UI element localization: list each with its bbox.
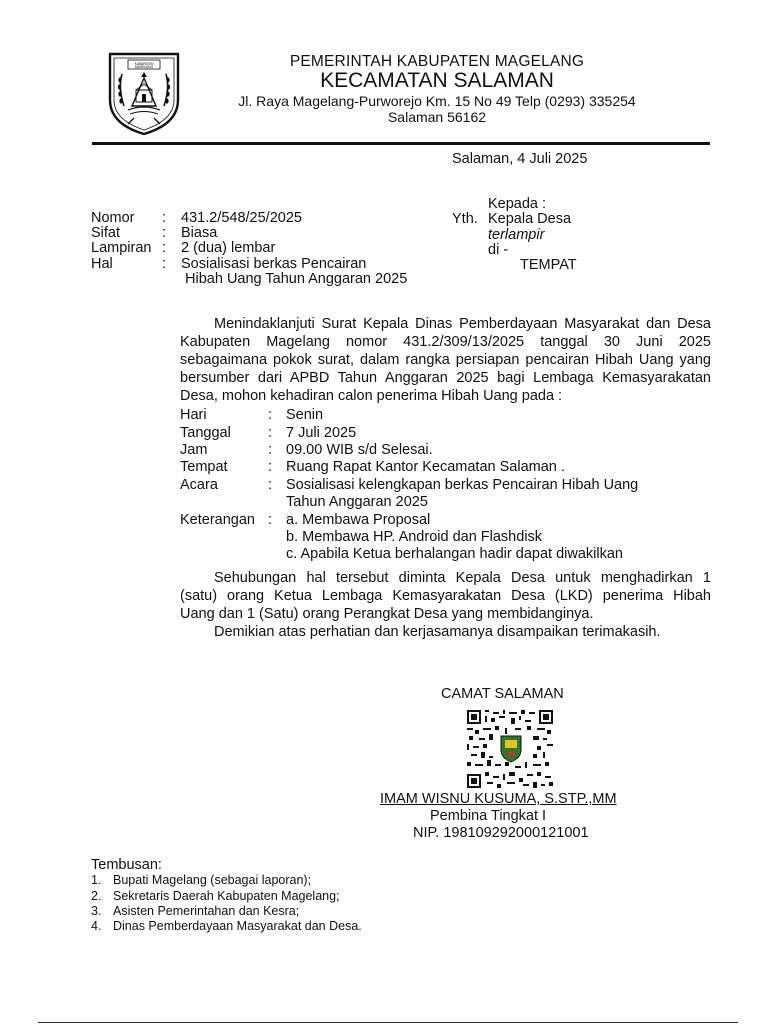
detail-value: Ruang Rapat Kantor Kecamatan Salaman . [286,459,565,475]
detail-value: b. Membawa HP. Android dan Flashdisk [286,529,543,545]
recipient-di: di - [488,242,509,258]
detail-value: Tahun Anggaran 2025 [286,494,428,510]
letterhead-office: KECAMATAN SALAMAN [320,69,554,92]
signature-qr-code [467,710,553,788]
cc-item-text: Sekretaris Daerah Kabupaten Magelang; [113,889,340,903]
cc-item [91,919,362,933]
meta-label: Hal [91,256,113,272]
logo-text: KABUPATEN [134,61,154,66]
letterhead-government: PEMERINTAH KABUPATEN MAGELANG [289,53,585,70]
body-paragraph-2 [180,569,711,641]
body-line: Demikian atas perhatian dan kerjasamanya disampaikan terimakasih. [214,624,661,640]
meta-colon: : [162,210,167,226]
body-line: Uang dan 1 (Satu) orang Perangkat Desa yang membidanginya. [180,606,594,622]
meta-value: Hibah Uang Tahun Anggaran 2025 [181,271,408,287]
meta-value: Sosialisasi berkas Pencairan [181,256,367,272]
meta-colon: : [162,240,167,256]
cc-heading: Tembusan: [91,857,162,873]
meta-label: Sifat [91,225,121,241]
svg-text:MAGELANG: MAGELANG [134,65,154,70]
signatory-name: IMAM WISNU KUSUMA, S.STP.,MM [380,791,617,807]
detail-value: a. Membawa Proposal [286,512,431,528]
cc-item-number: 1. [91,873,102,887]
body-paragraph-1 [180,315,711,405]
meta-value: Biasa [181,225,218,241]
body-line: Menindaklanjuti Surat Kepala Dinas Pemberdayaan Masyarakat dan Desa [214,316,711,332]
page-bottom-rule [38,1022,738,1023]
recipient-yth: Yth. [452,211,478,227]
meta-value: 431.2/548/25/2025 [181,210,302,226]
detail-colon: : [268,407,273,423]
detail-label: Acara [180,477,218,493]
header-divider [92,142,710,145]
cc-item-number: 4. [91,919,102,933]
meta-label: Lampiran [91,240,152,256]
cc-item [91,873,311,887]
body-line: Desa, mohon kehadiran calon penerima Hibah Uang pada : [180,388,563,404]
letterhead-address: Jl. Raya Magelang-Purworejo Km. 15 No 49 Telp (0293) 335254 [238,93,636,109]
body-line: bersumber dari APBD Tahun Anggaran 2025 bagi Lembaga Kemasyarakatan [180,370,711,386]
recipient-tempat: TEMPAT [520,257,577,273]
signatory-rank: Pembina Tingkat I [430,808,547,824]
cc-item-text: Dinas Pemberdayaan Masyarakat dan Desa. [113,919,362,933]
detail-colon: : [268,425,273,441]
cc-item-number: 3. [91,904,102,918]
detail-value: c. Apabila Ketua berhalangan hadir dapat diwakilkan [286,546,623,562]
detail-colon: : [268,459,273,475]
detail-label: Tempat [180,459,228,475]
detail-label: Tanggal [180,425,231,441]
detail-colon: : [268,442,273,458]
recipient-name: Kepala Desa [488,211,572,227]
detail-label: Jam [180,442,208,458]
body-line: Kabupaten Magelang nomor 431.2/309/13/2025 tanggal 30 Juni 2025 [180,334,711,350]
signatory-title: CAMAT SALAMAN [441,686,564,702]
cc-item [91,889,340,903]
detail-value: Senin [286,407,324,423]
cc-item-text: Bupati Magelang (sebagai laporan); [113,873,312,887]
recipient-terlampir: terlampir [488,227,545,243]
cc-item-number: 2. [91,889,102,903]
recipient-kepada: Kepada : [488,196,547,212]
detail-colon: : [268,477,273,493]
body-line: sebagaimana pokok surat, dalam rangka persiapan pencairan Hibah Uang yang [180,352,711,368]
letterhead-postal: Salaman 56162 [387,109,487,125]
meta-value: 2 (dua) lembar [181,240,276,256]
cc-item [91,904,299,918]
meta-colon: : [162,256,167,272]
meta-label: Nomor [91,210,135,226]
letter-date: Salaman, 4 Juli 2025 [452,151,588,167]
body-line: Sehubungan hal tersebut diminta Kepala Desa untuk menghadirkan 1 [214,570,711,586]
detail-value: 7 Juli 2025 [286,425,357,441]
meta-colon: : [162,225,167,241]
signatory-nip: NIP. 198109292000121001 [413,825,589,841]
detail-label: Hari [180,407,207,423]
body-line: (satu) orang Ketua Lembaga Kemasyarakatan Desa (LKD) penerima Hibah [180,588,711,604]
detail-label: Keterangan [180,512,255,528]
detail-value: Sosialisasi kelengkapan berkas Pencairan Hibah Uang [286,477,639,493]
cc-item-text: Asisten Pemerintahan dan Kesra; [113,904,300,918]
detail-value: 09.00 WIB s/d Selesai. [286,442,433,458]
detail-colon: : [268,512,273,528]
